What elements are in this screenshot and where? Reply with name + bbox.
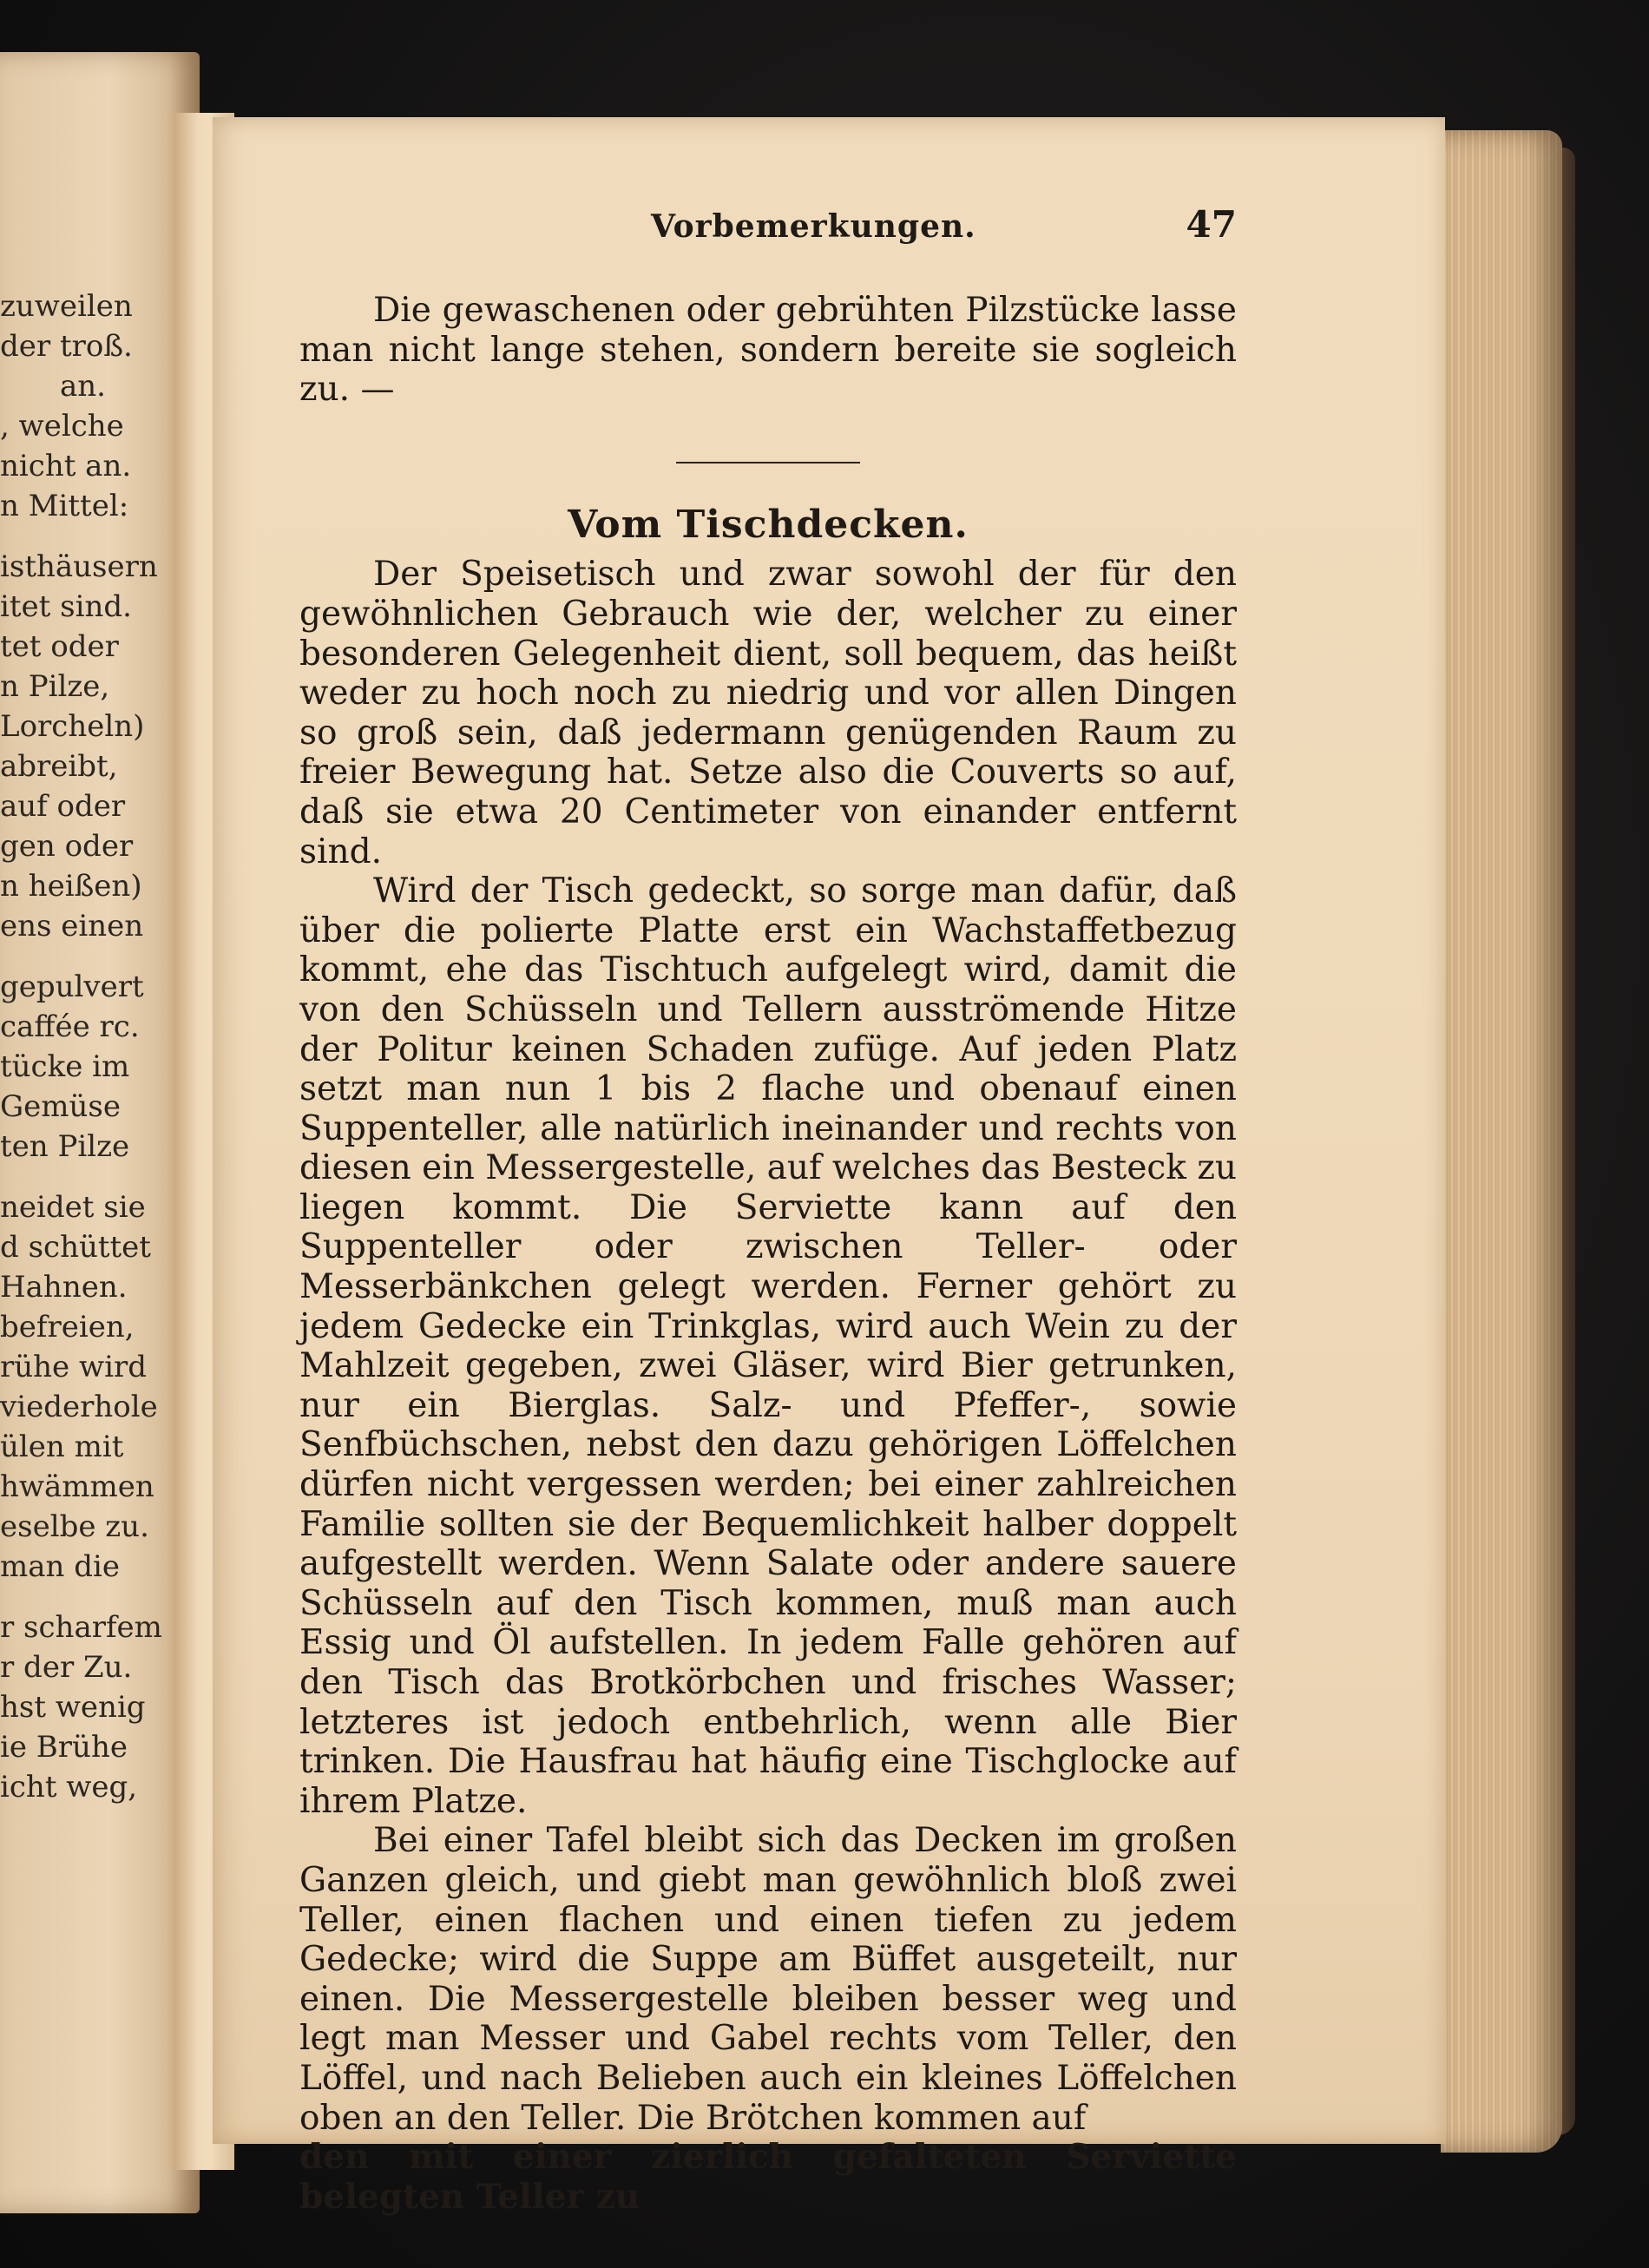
left-page-line-fragment: neidet sie (0, 1190, 146, 1225)
left-page-gap (0, 526, 106, 547)
left-page-line-fragment: hst wenig (0, 1690, 146, 1725)
left-page-line-fragment: zuweilen (0, 289, 133, 324)
left-page-line-fragment: Gemüse (0, 1089, 121, 1124)
left-page-line-fragment: tücke im (0, 1049, 130, 1084)
left-page-line-fragment: befreien, (0, 1310, 135, 1344)
paragraph-2: Wird der Tisch gedeckt, so sorge man dafür, daß über die polierte Platte erst ein Wachstaffetbezug kommt, ehe das Tischtuch aufgelegt wird, damit die von den Schüsseln und Tellern ausströmende Hitze der Politur keinen Schaden zufüge. Auf jeden Platz setzt man nun 1 bis 2 flache und obenauf einen Suppenteller, alle natürlich ineinander und rechts von diesen ein Messergestelle, auf welches das Besteck zu liegen kommt. Die Serviette kann auf den Suppenteller oder zwischen Teller- oder Messerbänkchen gelegt werden. Ferner gehört zu jedem Gedecke ein Trinkglas, wird auch Wein zu der Mahlzeit gegeben, zwei Gläser, wird Bier getrunken, nur ein Bierglas. Salz- und Pfeffer-, sowie Senfbüchschen, nebst den dazu gehörigen Löffelchen dürfen nicht vergessen werden; bei einer zahlreichen Familie sollten sie der Bequemlichkeit halber doppelt aufgestellt werden. Wenn Salate oder andere sauere Schüsseln auf den Tisch kommen, muß man auch Essig und Öl aufstellen. In jedem Falle gehören auf den Tisch das Brotkörbchen und frisches Wasser; letzteres ist jedoch entbehrlich, wenn alle Bier trinken. Die Hausfrau hat häufig eine Tischglocke auf ihrem Platze. (299, 871, 1237, 1821)
left-page (0, 52, 200, 2213)
page-header (651, 203, 1237, 260)
left-page-line-fragment: man die (0, 1549, 120, 1584)
left-page-line-fragment: n Pilze, (0, 669, 110, 704)
intro-paragraph: Die gewaschenen oder gebrühten Pilzstücke lasse man nicht lange stehen, sondern bereite sie sogleich zu. — (299, 291, 1237, 410)
left-page-line-fragment: ens einen (0, 909, 144, 943)
section-title: Vom Tischdecken. (568, 502, 969, 547)
left-page-line-fragment: itet sind. (0, 589, 132, 624)
left-page-line-fragment: der troß. (0, 329, 133, 364)
left-page-line-fragment: r scharfem (0, 1610, 162, 1645)
left-page-line-fragment: ten Pilze (0, 1129, 130, 1164)
left-page-line-fragment: eselbe zu. (0, 1509, 149, 1544)
paragraph-1: Der Speisetisch und zwar sowohl der für den gewöhnlichen Gebrauch wie der, welcher zu einer besonderen Gelegenheit dient, soll bequem, das heißt weder zu hoch noch zu niedrig und vor allen Dingen so groß sein, daß jedermann genügenden Raum zu freier Bewegung hat. Setze also die Couverts so auf, daß sie etwa 20 Centimeter von einander entfernt sind. (299, 555, 1237, 871)
left-page-line-fragment: isthäusern (0, 549, 158, 584)
paragraph-3: Bei einer Tafel bleibt sich das Decken im großen Ganzen gleich, und giebt man gewöhnlich bloß zwei Teller, einen flachen und einen tiefen zu jedem Gedecke; wird die Suppe am Büffet ausgeteilt, nur einen. Die Messergestelle bleiben besser weg und legt man Messer und Gabel rechts vom Teller, den Löffel, und nach Belieben auch ein kleines Löffelchen oben an den Teller. Die Brötchen kommen auf (299, 1821, 1237, 2138)
left-page-line-fragment: tet oder (0, 629, 119, 664)
page-stack-edge (1441, 130, 1562, 2153)
page-body (299, 291, 1237, 2217)
left-page-line-fragment: nicht an. (0, 449, 132, 483)
left-page-line-fragment: n heißen) (0, 869, 142, 904)
left-page-line-fragment: an. (60, 369, 106, 404)
running-head: Vorbemerkungen. (651, 208, 976, 245)
left-page-gap (0, 946, 106, 967)
left-page-line-fragment: d schüttet (0, 1230, 151, 1265)
left-page-line-fragment: Hahnen. (0, 1270, 128, 1305)
left-page-line-fragment: Lorcheln) (0, 709, 145, 744)
left-page-line-fragment: viederhole (0, 1390, 158, 1424)
page-number: 47 (1186, 203, 1237, 246)
left-page-line-fragment: icht weg, (0, 1770, 138, 1805)
left-page-text-fragments (0, 286, 162, 1807)
left-page-line-fragment: , welche (0, 409, 124, 444)
left-page-line-fragment: ie Brühe (0, 1730, 128, 1765)
left-page-line-fragment: hwämmen (0, 1469, 154, 1504)
left-page-line-fragment: n Mittel: (0, 489, 129, 523)
section-divider-rule (676, 462, 860, 463)
left-page-line-fragment: abreibt, (0, 749, 118, 784)
left-page-line-fragment: caffée rc. (0, 1009, 140, 1044)
left-page-line-fragment: ülen mit (0, 1430, 124, 1464)
left-page-line-fragment: gen oder (0, 829, 134, 864)
last-line: den mit einer zierlich gefalteten Serviette belegten Teller zu (299, 2137, 1237, 2217)
left-page-line-fragment: auf oder (0, 789, 126, 824)
left-page-line-fragment: rühe wird (0, 1350, 147, 1384)
left-page-gap (0, 1587, 106, 1607)
left-page-gap (0, 1167, 106, 1187)
left-page-line-fragment: r der Zu. (0, 1650, 133, 1685)
left-page-line-fragment: gepulvert (0, 970, 144, 1004)
